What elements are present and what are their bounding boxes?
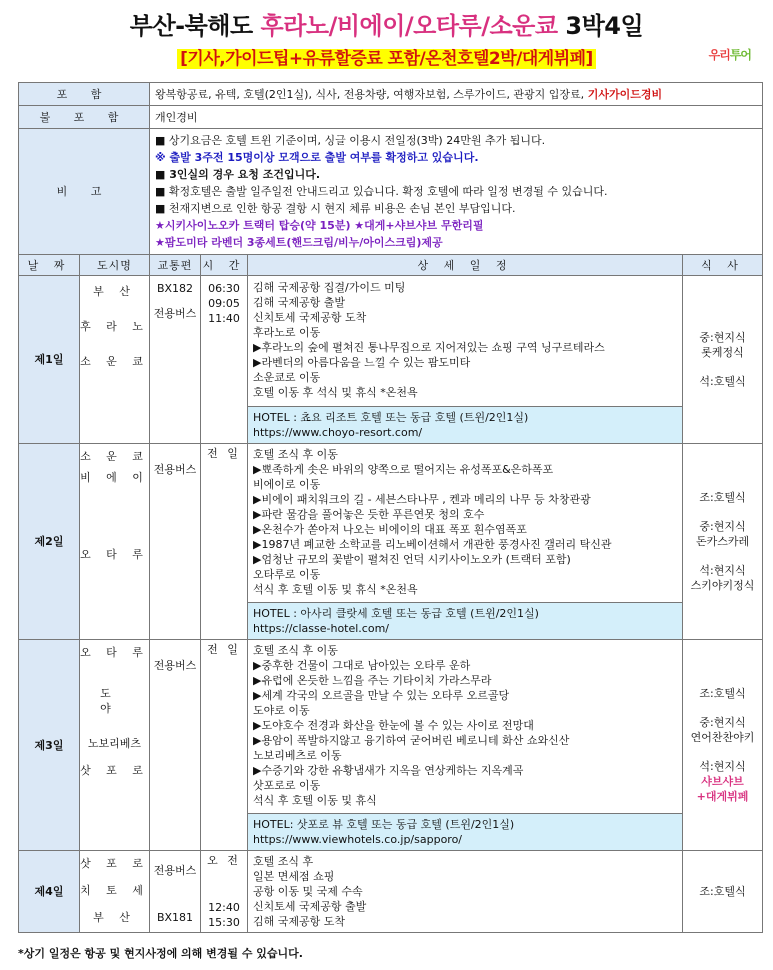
title-suffix: 3박4일	[565, 12, 644, 40]
meal-item: 돈카스카레	[695, 535, 750, 548]
detail-line: ▶후라노의 숲에 펼쳐진 통나무집으로 지어져있는 쇼핑 구역 닝구르테라스	[253, 341, 605, 354]
day-row	[19, 640, 763, 851]
day-meals	[683, 640, 763, 851]
meal-item: 석:호텔식	[699, 375, 746, 388]
time-value: 12:40	[208, 901, 240, 914]
city-name: 비 에 이	[80, 471, 149, 484]
detail-line: 호텔 조식 후 이동	[253, 644, 338, 657]
remarks-label: 비 고	[19, 129, 150, 255]
logo-part-a: 우리	[708, 48, 730, 62]
day-label: 제2일	[19, 444, 80, 640]
time-value: 전 일	[207, 447, 241, 460]
hotel-name: HOTEL : 아사리 클랏세 호텔 또는 동급 호텔 (트윈/2인1실)	[253, 607, 539, 620]
title-highlight: 후라노/비에이/오타루/소운쿄	[260, 12, 558, 40]
day-meals	[683, 276, 763, 444]
city-name: 부 산	[93, 285, 136, 298]
remark-line: ■ 3인실의 경우 요청 조건입니다.	[155, 168, 321, 181]
day-times	[201, 276, 248, 444]
day-transport	[150, 276, 201, 444]
city-name: 도 야	[100, 687, 129, 715]
detail-line: ▶파란 물감을 풀어놓은 듯한 푸른연못 청의 호수	[253, 508, 485, 521]
meal-item: 중:현지식	[699, 520, 746, 533]
brand-logo	[709, 46, 751, 63]
day-cities	[80, 444, 150, 640]
detail-line: ▶도야호수 전경과 화산을 한눈에 볼 수 있는 사이로 전망대	[253, 719, 534, 732]
city-name: 부 산	[93, 911, 136, 924]
transport-mode: 전용버스	[153, 864, 197, 877]
detail-line: 석식 후 호텔 이동 및 휴식	[253, 794, 377, 807]
detail-line: 삿포로로 이동	[253, 779, 321, 792]
day-detail	[248, 640, 683, 851]
col-detail: 상 세 일 정	[248, 255, 683, 276]
time-value: 오 전	[207, 854, 241, 867]
city-name: 노보리베츠	[87, 737, 142, 750]
detail-line: 김해 국제공항 출발	[253, 296, 346, 309]
detail-line: 호텔 이동 후 석식 및 휴식 *온천욕	[253, 386, 418, 399]
day-cities	[80, 640, 150, 851]
included-cell	[150, 83, 763, 106]
hotel-url[interactable]: https://classe-hotel.com/	[253, 622, 390, 635]
city-name: 삿 포 로	[80, 857, 149, 870]
city-name: 소 운 쿄	[80, 450, 149, 463]
day-transport	[150, 444, 201, 640]
remark-line: ※ 출발 3주전 15명이상 모객으로 출발 여부를 확정하고 있습니다.	[155, 151, 479, 164]
detail-line: ▶유럽에 온듯한 느낌을 주는 기타이치 가라스무라	[253, 674, 492, 687]
col-date: 날 짜	[19, 255, 80, 276]
day-label: 제1일	[19, 276, 80, 444]
time-value: 전 일	[207, 643, 241, 656]
day-meals	[683, 444, 763, 640]
detail-line: 신치토세 국제공항 도착	[253, 311, 367, 324]
col-city: 도시명	[80, 255, 150, 276]
city-name: 치 토 세	[80, 884, 149, 897]
meal-item: 샤브샤브	[701, 775, 744, 788]
detail-line: ▶뾰족하게 솟은 바위의 양쪽으로 떨어지는 유성폭포&은하폭포	[253, 463, 554, 476]
day-times	[201, 851, 248, 933]
detail-line: ▶중후한 건물이 그대로 남아있는 오타루 운하	[253, 659, 471, 672]
meal-item: 조:호텔식	[699, 885, 746, 898]
city-name: 후 라 노	[80, 320, 149, 333]
meal-item: 중:현지식	[699, 716, 746, 729]
detail-line: ▶엄청난 규모의 꽃밭이 펼쳐진 언덕 시키사이노오카 (트랙터 포함)	[253, 553, 571, 566]
remark-line: ★시키사이노오카 트랙터 탑승(약 15분) ★대게+샤브샤브 무한리필	[155, 219, 484, 232]
meal-item: +대게뷔페	[696, 790, 749, 803]
hotel-url[interactable]: https://www.choyo-resort.com/	[253, 426, 423, 439]
hotel-box	[248, 813, 682, 850]
page-subtitle	[0, 44, 773, 69]
detail-line: 호텔 조식 후	[253, 855, 314, 868]
day-meals	[683, 851, 763, 933]
detail-line: ▶온천수가 쏟아져 나오는 비에이의 대표 폭포 흰수염폭포	[253, 523, 527, 536]
detail-line: ▶수증기와 강한 유황냄새가 지옥을 연상케하는 지옥계곡	[253, 764, 524, 777]
day-label: 제4일	[19, 851, 80, 933]
detail-line: 일본 면세점 쇼핑	[253, 870, 335, 883]
detail-line: 호텔 조식 후 이동	[253, 448, 338, 461]
day-cities	[80, 276, 150, 444]
flight-number: BX181	[156, 911, 194, 924]
day-label: 제3일	[19, 640, 80, 851]
hotel-box	[248, 602, 682, 639]
col-meal: 식 사	[683, 255, 763, 276]
day-row	[19, 444, 763, 640]
remark-line: ■ 천재지변으로 인한 항공 결항 시 현지 체류 비용은 손님 본인 부담입니다.	[155, 202, 516, 215]
detail-line: ▶용암이 폭발하지않고 융기하여 굳어버린 베로니테 화산 쇼와신산	[253, 734, 570, 747]
detail-line: ▶세계 각국의 오르골을 만날 수 있는 오타루 오르골당	[253, 689, 510, 702]
city-name: 오 타 루	[80, 548, 149, 561]
day-transport	[150, 851, 201, 933]
detail-line: 공항 이동 및 국제 수속	[253, 885, 363, 898]
itinerary-table	[18, 82, 763, 933]
page-title	[0, 6, 773, 41]
meal-item: 롯케정식	[701, 346, 744, 359]
time-value: 11:40	[208, 312, 240, 325]
remark-line: ■ 상기요금은 호텔 트윈 기준이며, 싱글 이용시 전일정(3박) 24만원 추가 됩니다.	[155, 134, 546, 147]
day-detail	[248, 276, 683, 444]
day-detail	[248, 851, 683, 933]
meal-item: 연어찬찬야키	[690, 731, 755, 744]
detail-line: ▶라벤더의 아름다움을 느낄 수 있는 팜도미타	[253, 356, 471, 369]
excluded-row	[19, 106, 763, 129]
transport-mode: 전용버스	[153, 463, 197, 476]
remarks-row	[19, 129, 763, 255]
detail-line: 비에이로 이동	[253, 478, 321, 491]
hotel-name: HOTEL : 쵸요 리조트 호텔 또는 동급 호텔 (트윈/2인1실)	[253, 411, 529, 424]
city-name: 삿 포 로	[80, 764, 149, 777]
time-value: 06:30	[208, 282, 240, 295]
logo-part-b: 투어	[729, 48, 751, 62]
day-detail	[248, 444, 683, 640]
meal-item: 석:현지식	[699, 760, 746, 773]
excluded-label: 불 포 함	[19, 106, 150, 129]
included-row	[19, 83, 763, 106]
day-times	[201, 640, 248, 851]
detail-line: ▶비에이 패치워크의 길 - 세븐스타나무 , 켄과 메리의 나무 등 차창관광	[253, 493, 591, 506]
hotel-name: HOTEL: 삿포로 뷰 호텔 또는 동급 호텔 (트윈/2인1실)	[253, 818, 515, 831]
footnote: *상기 일정은 항공 및 현지사정에 의해 변경될 수 있습니다.	[18, 947, 303, 960]
transport-mode: 전용버스	[153, 659, 197, 672]
meal-item: 석:현지식	[699, 564, 746, 577]
hotel-box	[248, 406, 682, 443]
col-transport: 교통편	[150, 255, 201, 276]
city-name: 오 타 루	[80, 646, 149, 659]
col-time: 시 간	[201, 255, 248, 276]
day-row	[19, 276, 763, 444]
time-value: 09:05	[208, 297, 240, 310]
detail-line: 석식 후 호텔 이동 및 휴식 *온천욕	[253, 583, 418, 596]
hotel-url[interactable]: https://www.viewhotels.co.jp/sapporo/	[253, 833, 463, 846]
transport-mode: 전용버스	[153, 307, 197, 320]
day-transport	[150, 640, 201, 851]
column-header-row	[19, 255, 763, 276]
day-times	[201, 444, 248, 640]
city-name: 소 운 쿄	[80, 355, 149, 368]
flight-number: BX182	[156, 282, 194, 295]
included-text: 왕복항공료, 유텍, 호텔(2인1실), 식사, 전용차량, 여행자보험, 스루가이드, 관광지 입장료,	[155, 87, 588, 101]
included-highlight: 기사가이드경비	[587, 87, 663, 101]
excluded-text: 개인경비	[150, 106, 763, 129]
detail-line: 후라노로 이동	[253, 326, 321, 339]
subtitle-text: [기사,가이드팁+유류할증료 포함/온천호텔2박/대게뷔페]	[177, 49, 596, 69]
meal-item: 조:호텔식	[699, 491, 746, 504]
day-cities	[80, 851, 150, 933]
detail-line: 오타루로 이동	[253, 568, 321, 581]
detail-line: 소운쿄로 이동	[253, 371, 321, 384]
title-prefix: 부산-북해도	[129, 12, 253, 40]
meal-item: 조:호텔식	[699, 687, 746, 700]
detail-line: 김해 국제공항 도착	[253, 915, 346, 928]
meal-item: 스키야키정식	[690, 579, 755, 592]
detail-line: 신치토세 국제공항 출발	[253, 900, 367, 913]
remarks-cell	[150, 129, 763, 255]
meal-item: 중:현지식	[699, 331, 746, 344]
included-label: 포 함	[19, 83, 150, 106]
day-row	[19, 851, 763, 933]
detail-line: ▶1987년 폐교한 소학교를 리노베이션해서 개관한 풍경사진 갤러리 탁신관	[253, 538, 612, 551]
time-value: 15:30	[208, 916, 240, 929]
detail-line: 노보리베츠로 이동	[253, 749, 342, 762]
detail-line: 도야로 이동	[253, 704, 310, 717]
remark-line: ■ 확정호텔은 출발 일주일전 안내드리고 있습니다. 확정 호텔에 따라 일정 변경될 수 있습니다.	[155, 185, 608, 198]
remark-line: ★팜도미타 라벤더 3종세트(핸드크림/비누/아이스크림)제공	[155, 236, 443, 249]
detail-line: 김해 국제공항 집결/가이드 미팅	[253, 281, 406, 294]
